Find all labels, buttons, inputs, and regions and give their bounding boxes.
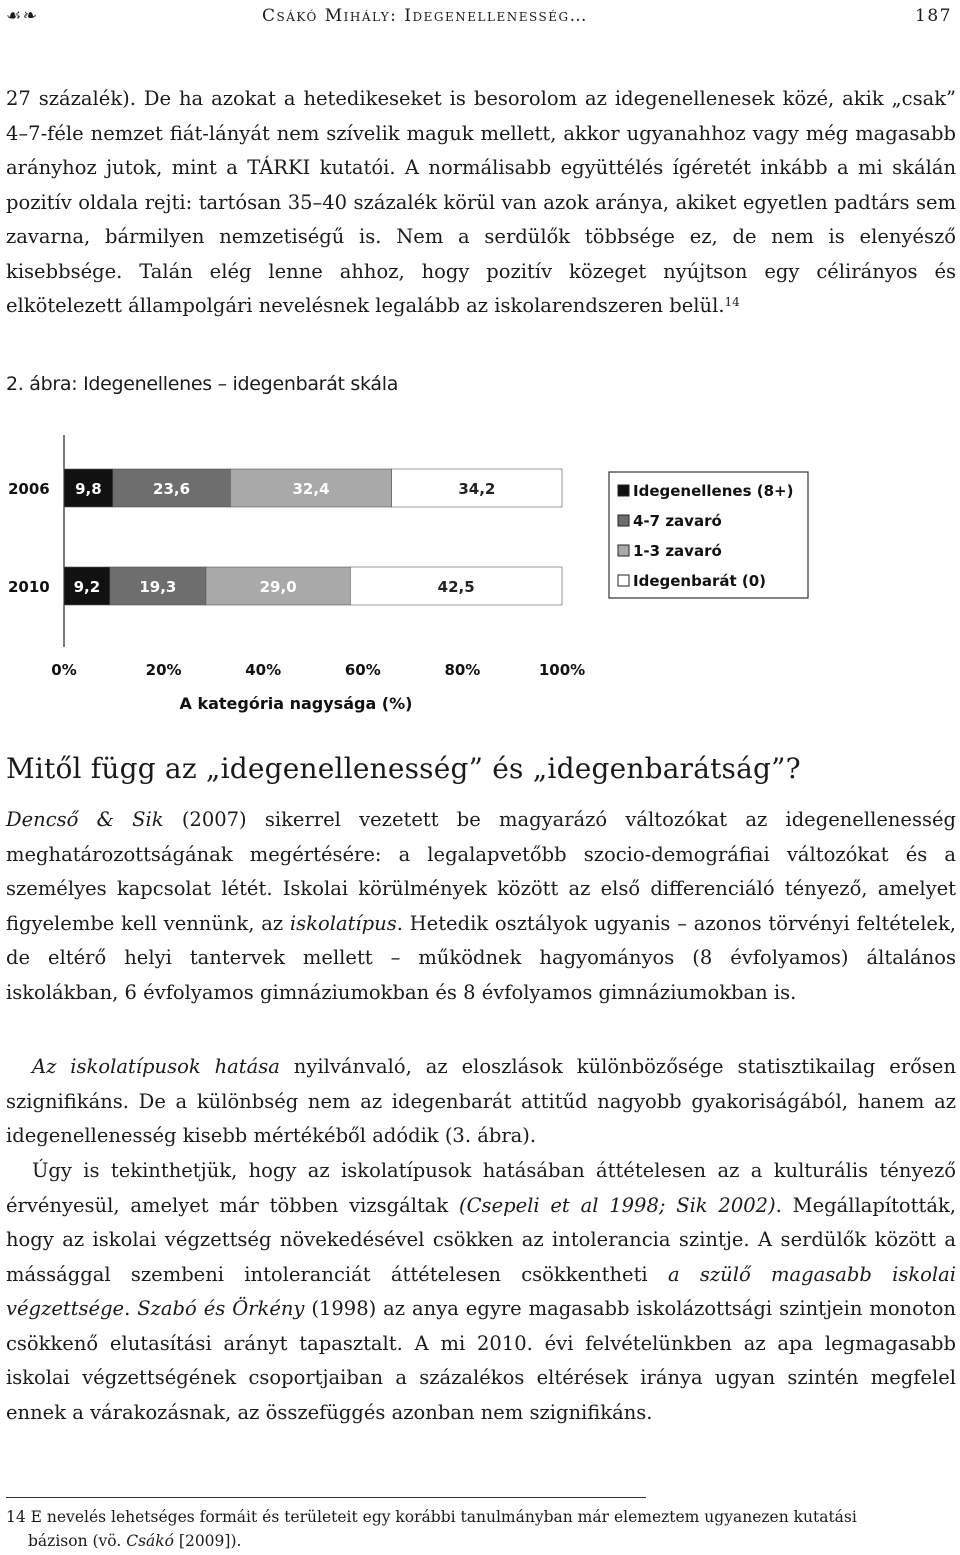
legend-label-2: 4-7 zavaró [633,512,722,530]
paragraph-1 [6,82,956,324]
footnote-divider [6,1497,646,1498]
citation-2: Szabó és Örkény [137,1297,305,1320]
data-label-2010-2: 19,3 [139,578,177,596]
running-header [0,6,960,36]
paragraph-4-text-b: . Megállapították, hogy az iskolai végzettség növekedésével csökken az intolerancia szintje. A serdülők között a mássággal szembeni intoleranciát áttételesen csökkentheti [6,1193,956,1286]
legend-label-3: 1-3 zavaró [633,542,722,560]
x-tick-label: 40% [245,661,282,679]
data-label-2006-3: 32,4 [292,480,330,498]
paragraph-2-text-b: . Hetedik osztályok ugyanis – azonos törvényi feltételek, de eltérő helyi tantervek mellett – működnek hagyományos (8 évfolyamos) általános iskolákban, 6 évfolyamos gimnáziumokban és 8 évfolyamos gimnáziumokban is. [6,911,956,1004]
x-tick-label: 100% [538,661,586,679]
paragraph-4-text-a: Úgy is tekinthetjük, hogy az iskolatípusok hatásában áttételesen az a kulturális tényező érvényesül, amelyet már többen vizsgáltak [6,1159,956,1217]
x-tick-label: 60% [344,661,381,679]
italic-lead: Az iskolatípusok hatása [32,1055,280,1078]
x-tick-label: 20% [145,661,182,679]
data-label-2010-4: 42,5 [437,578,475,596]
paragraph-3-text: nyilvánvaló, az eloszlások különbözősége statisztikailag erősen szignifikáns. De a különbség nem az idegenbarát attitűd nagyobb gyakoriságából, hanem az idegenellenesség kisebb mértékéből adódik (3. ábra). [6,1055,956,1147]
legend-swatch-3 [618,545,629,556]
section-heading: Mitől függ az „idegenellenesség” és „idegenbarátság”? [6,752,801,785]
paragraph-4-text-c: . [124,1297,138,1320]
data-label-2006-2: 23,6 [153,480,191,498]
citation-1: (Csepeli et al 1998; Sik 2002) [459,1193,776,1217]
paragraph-2 [6,803,956,1010]
italic-term: iskolatípus [289,911,397,935]
legend-swatch-2 [618,515,629,526]
page-number: 187 [915,6,952,26]
legend-swatch-1 [618,485,629,496]
footnote-cite: Csákó [126,1532,174,1550]
paragraph-1-text: 27 százalék). De ha azokat a hetedikeseket is besorolom az idegenellenesek közé, akik „csak” 4–7-féle nemzet fiát-lányát nem szívelik maguk mellett, akkor ugyanahhoz vagy még magasabb arányhoz jutok, mint a TÁRKI kutatói. A normálisabb együttélés ígéretét inkább a mi skálán pozitív oldala rejti: tartósan 35–40 százalék körül van azok aránya, akiket egyetlen padtárs sem zavarna, bármilyen nemzetiségű is. Nem a serdülők többsége ez, de nem is elenyésző kisebbsége. Talán elég lenne ahhoz, hogy pozitív közeget nyújtson egy célirányos és elkötelezett állampolgári nevelésnek legalább az iskolarendszeren belül. [6,87,956,317]
figure-caption: 2. ábra: Idegenellenes – idegenbarát skála [6,373,399,395]
x-tick-label: 0% [51,661,77,679]
paragraph-2-text-a: (2007) sikerrel vezetett be magyarázó változókat az idegenellenesség meghatározottságának megértésére: a legalapvetőbb szocio-demográfiai változókat és a személyes kapcsolat létét. Iskolai körülmények között az első differenciáló tényező, amelyet figyelembe kell vennünk, az [6,808,956,935]
x-tick-label: 80% [444,661,481,679]
paragraph-4-text-d: (1998) az anya egyre magasabb iskolázottsági szintjein monoton csökkenő elutasítási arányt tapasztalt. A mi 2010. évi felvételünkben az apa legmagasabb iskolai végzettségének csoportjaiban a százalékos eltérések iránya ugyan szintén megfelel ennek a várakozásnak, az összefüggés azonban nem szignifikáns. [6,1297,956,1424]
category-label-2010: 2010 [8,578,50,596]
legend-swatch-4 [618,575,629,586]
data-label-2010-3: 29,0 [259,578,297,596]
data-label-2006-1: 9,8 [75,480,102,498]
legend-label-4: Idegenbarát (0) [633,572,767,590]
footnote-text: E nevelés lehetséges formáit és területeit egy korábbi tanulmányban már elemeztem ugyanezen kutatási [25,1508,857,1526]
chart-layer [8,435,808,713]
paragraph-4 [6,1154,956,1430]
footnote-cont-a: bázison (vö. [28,1532,127,1550]
author-citation: Dencső & Sik [6,808,164,831]
data-label-2006-4: 34,2 [458,480,496,498]
legend-label-1: Idegenellenes (8+) [633,482,794,500]
running-title: Csákó Mihály: Idegenellenesség… [262,6,589,26]
category-label-2006: 2006 [8,480,50,498]
italic-term-2: a szülő magasabb iskolai végzettsége [6,1262,956,1320]
stacked-bar-chart [0,425,960,725]
x-axis-label: A kategória nagysága (%) [179,694,413,713]
footnote-cont-b: [2009]). [173,1532,242,1550]
footnote [6,1505,946,1553]
paragraph-3 [6,1050,956,1154]
ornament-icon: ☙❧ [6,6,39,26]
footnote-ref: 14 [724,295,740,309]
data-label-2010-1: 9,2 [73,578,101,596]
footnote-number: 14 [6,1508,26,1526]
